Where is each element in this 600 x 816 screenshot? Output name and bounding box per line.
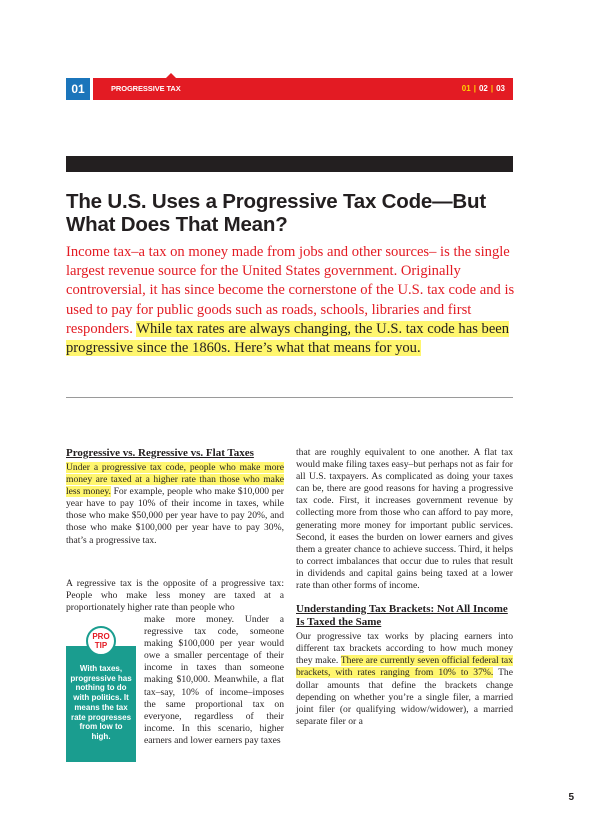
section-bar [93, 78, 513, 100]
lede-text: Income tax–a tax on money made from jobs and other sources– is the single largest revenue source for the United States government. Originally controversial, it has since become the cornerstone of the U.S. tax code and is used to pay for public goods such as roads, schools, libraries and first responders. [66, 244, 515, 337]
section-label: PROGRESSIVE TAX [111, 84, 181, 93]
section1-paragraph-2: A regressive tax is the opposite of a progressive tax: People who make less money are taxed at a proportionately higher rate than people who [66, 578, 284, 614]
pro-tip-badge: PRO TIP [86, 626, 116, 656]
page-tab-separator: | [490, 84, 494, 93]
section-number: 01 [66, 78, 90, 100]
right-column [296, 447, 513, 728]
section2-paragraph-1 [296, 631, 513, 728]
section1-continued: that are roughly equivalent to one another. A flat tax would make filing taxes easy–but perhaps not as fair for all U.S. taxpayers. As complicated as doing your taxes can be, there are good reasons for having a progressive tax code. First, it increases government revenue by collecting more from those who can afford to pay more, generating more money for important public services. Second, it eases the burden on lower earners and gives them a greater chance to achieve success. Third, it helps to correct imbalances that occur due to rules that result in dividends and capital gains being taxed at a lower rate than other forms of income. [296, 447, 513, 592]
left-column [66, 447, 284, 547]
section1-highlight: Under a progressive tax code, people who make more money are taxed at a higher rate than those who make less money. [66, 462, 284, 498]
section2-p1-start: Our progressive tax works by placing earners into different tax brackets according to how much money they make. [296, 631, 513, 667]
section-header [66, 78, 513, 100]
divider [66, 397, 513, 398]
page-tab-01[interactable]: 01 [461, 84, 471, 93]
section1-paragraph-2-narrow: make more money. Under a regressive tax code, someone making $100,000 per year would owe a smaller percentage of their income in taxes than someone making $10,000. Meanwhile, a flat tax–say, 10% of income–imposes the same proportional tax on everyone, regardless of their income. In this scenario, higher earners and lower earners pay taxes [144, 614, 284, 746]
section1-p1-rest: For example, people who make $10,000 per year have to pay 10% of their income in taxes, while those who make $50,000 per year have to pay 20%, and those who make $100,000 per year have to pay 30%, that’s a progressive tax. [66, 486, 284, 546]
section2-p1-rest: The dollar amounts that define the brackets change depending on whether you’re a single filer, a married joint filer (or qualifying widow/widower), a married separate filer or a [296, 667, 513, 727]
article-title: The U.S. Uses a Progressive Tax Code—But What Does That Mean? [66, 190, 486, 236]
article-lede [66, 243, 516, 358]
section1-heading: Progressive vs. Regressive vs. Flat Taxes [66, 447, 254, 459]
lede-highlight: While tax rates are always changing, the U.S. tax code has been progressive since the 1860s. Here’s what that means for you. [66, 320, 510, 357]
page-tab-separator: | [473, 84, 476, 93]
section2-heading: Understanding Tax Brackets: Not All Income Is Taxed the Same [296, 603, 508, 629]
section1-paragraph-1 [66, 462, 284, 547]
section2-highlight: There are currently seven official federal tax brackets, with rates ranging from 10% to 37%. [296, 655, 513, 679]
page-tab-02[interactable]: 02 [478, 84, 488, 93]
page-tab-03[interactable]: 03 [496, 84, 505, 93]
page-tabs [462, 78, 505, 100]
title-rule-bar [66, 156, 513, 172]
pro-tip-box: With taxes, progressive has nothing to do with politics. It means the tax rate progresses from low to high. [66, 646, 136, 762]
page-number: 5 [568, 792, 574, 803]
